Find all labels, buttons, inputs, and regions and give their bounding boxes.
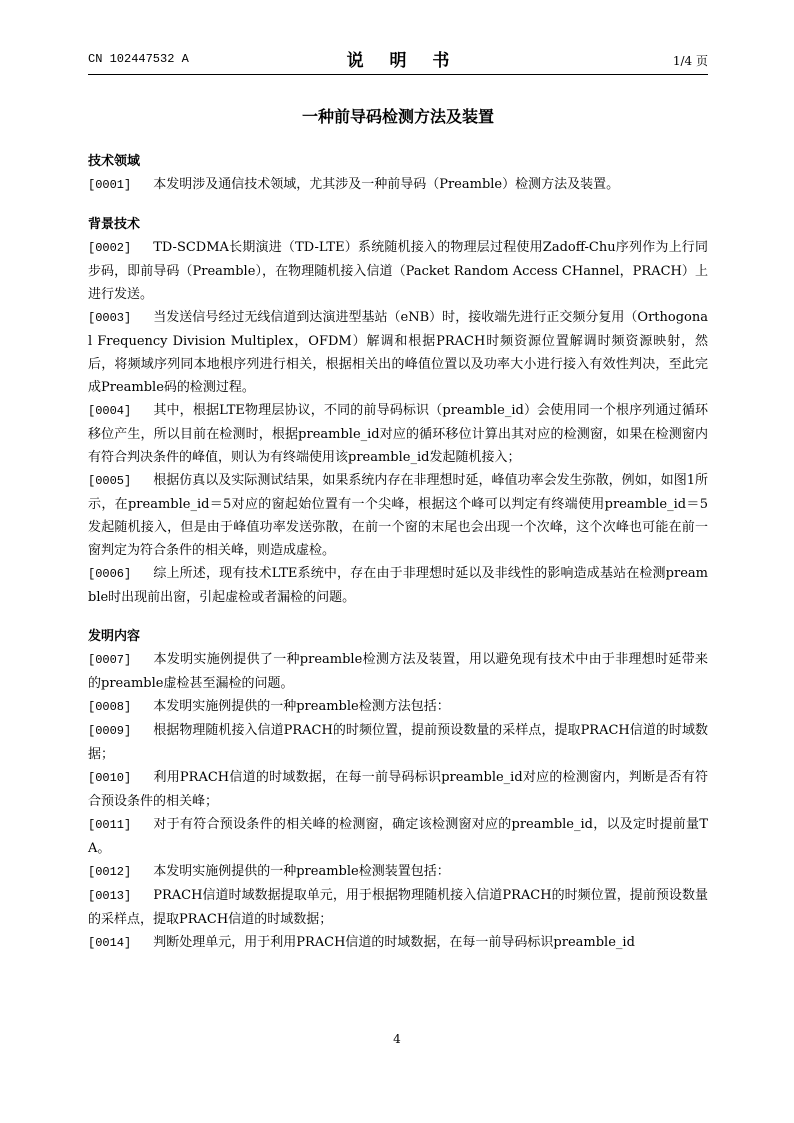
patent-number: CN 102447532 A [88, 52, 189, 66]
paragraph-number: [0007] [88, 653, 132, 667]
paragraph-number: [0002] [88, 241, 132, 255]
section-heading-summary: 发明内容 [88, 629, 141, 644]
paragraph-text: 当发送信号经过无线信道到达演进型基站（eNB）时，接收端先进行正交频分复用（Orthogonal Frequency Division Multiplex，OFDM）解调和根据PRACH时频资源位置解调时频资源映射，然后，将频域序列同本地根序列进行相关，根据相关出的峰值位置以及功率大小进行接入有效性判决，至此完成Preamble码的检测过程。 [88, 310, 708, 395]
paragraph-number: [0001] [88, 178, 132, 192]
paragraph [88, 399, 708, 469]
paragraph-number: [0009] [88, 724, 132, 738]
paragraph [88, 562, 708, 609]
paragraph-text: PRACH信道时域数据提取单元，用于根据物理随机接入信道PRACH的时频位置，提前预设数量的采样点，提取PRACH信道的时域数据； [88, 888, 708, 927]
paragraph [88, 719, 708, 766]
paragraph-text: 根据物理随机接入信道PRACH的时频位置，提前预设数量的采样点，提取PRACH信道的时域数据； [88, 723, 708, 762]
paragraph [88, 766, 708, 813]
paragraph-number: [0008] [88, 700, 132, 714]
paragraph-text: 本发明实施例提供的一种preamble检测装置包括： [153, 864, 450, 879]
document-type: 说 明 书 [346, 51, 460, 71]
paragraph-text: TD-SCDMA长期演进（TD-LTE）系统随机接入的物理层过程使用Zadoff-Chu序列作为上行同步码，即前导码（Preamble），在物理随机接入信道（Packet Random Access CHannel，PRACH）上进行发送。 [88, 240, 708, 302]
paragraph-number: [0010] [88, 771, 132, 785]
paragraph [88, 469, 708, 562]
paragraph [88, 695, 708, 719]
paragraph [88, 173, 708, 197]
paragraph [88, 306, 708, 399]
paragraph [88, 884, 708, 931]
paragraph [88, 931, 708, 955]
page-number: 4 [393, 1032, 401, 1046]
paragraph-number: [0011] [88, 818, 132, 832]
paragraph-text: 综上所述，现有技术LTE系统中，存在由于非理想时延以及非线性的影响造成基站在检测preamble时出现前出窗，引起虚检或者漏检的问题。 [88, 566, 708, 605]
paragraph-number: [0005] [88, 474, 132, 488]
section-heading-background: 背景技术 [88, 217, 141, 232]
paragraph [88, 860, 708, 884]
paragraph-number: [0014] [88, 936, 132, 950]
paragraph-number: [0004] [88, 404, 132, 418]
paragraph-text: 根据仿真以及实际测试结果，如果系统内存在非理想时延，峰值功率会发生弥散，例如，如图1所示，在preamble_id＝5对应的窗起始位置有一个尖峰，根据这个峰可以判定有终端使用preamble_id＝5发起随机接入，但是由于峰值功率发送弥散，在前一个窗的末尾也会出现一个次峰，这个次峰也可能在前一窗判定为符合条件的相关峰，则造成虚检。 [88, 473, 708, 558]
paragraph-text: 本发明实施例提供的一种preamble检测方法包括： [153, 699, 450, 714]
paragraph-number: [0012] [88, 865, 132, 879]
document-body [88, 150, 708, 955]
paragraph-text: 本发明实施例提供了一种preamble检测方法及装置，用以避免现有技术中由于非理想时延带来的preamble虚检甚至漏检的问题。 [88, 652, 708, 691]
paragraph-number: [0013] [88, 889, 132, 903]
page-header [88, 44, 708, 74]
paragraph-text: 对于有符合预设条件的相关峰的检测窗，确定该检测窗对应的preamble_id，以及定时提前量TA。 [88, 817, 708, 856]
paragraph-text: 其中，根据LTE物理层协议，不同的前导码标识（preamble_id）会使用同一个根序列通过循环移位产生，所以目前在检测时，根据preamble_id对应的循环移位计算出其对应的检测窗，如果在检测窗内有符合判决条件的峰值，则认为有终端使用该preamble_id发起随机接入； [88, 403, 708, 465]
paragraph-text: 判断处理单元，用于利用PRACH信道的时域数据，在每一前导码标识preamble_id [153, 935, 635, 950]
paragraph [88, 236, 708, 306]
paragraph [88, 813, 708, 860]
paragraph-number: [0003] [88, 311, 132, 325]
paragraph [88, 648, 708, 695]
section-heading-technical-field: 技术领域 [88, 154, 141, 169]
header-divider [88, 74, 708, 75]
document-title: 一种前导码检测方法及装置 [301, 107, 494, 126]
paragraph-text: 利用PRACH信道的时域数据，在每一前导码标识preamble_id对应的检测窗内，判断是否有符合预设条件的相关峰； [88, 770, 708, 809]
paragraph-text: 本发明涉及通信技术领域，尤其涉及一种前导码（Preamble）检测方法及装置。 [153, 177, 620, 192]
paragraph-number: [0006] [88, 567, 132, 581]
page-indicator: 1/4 页 [672, 54, 708, 68]
